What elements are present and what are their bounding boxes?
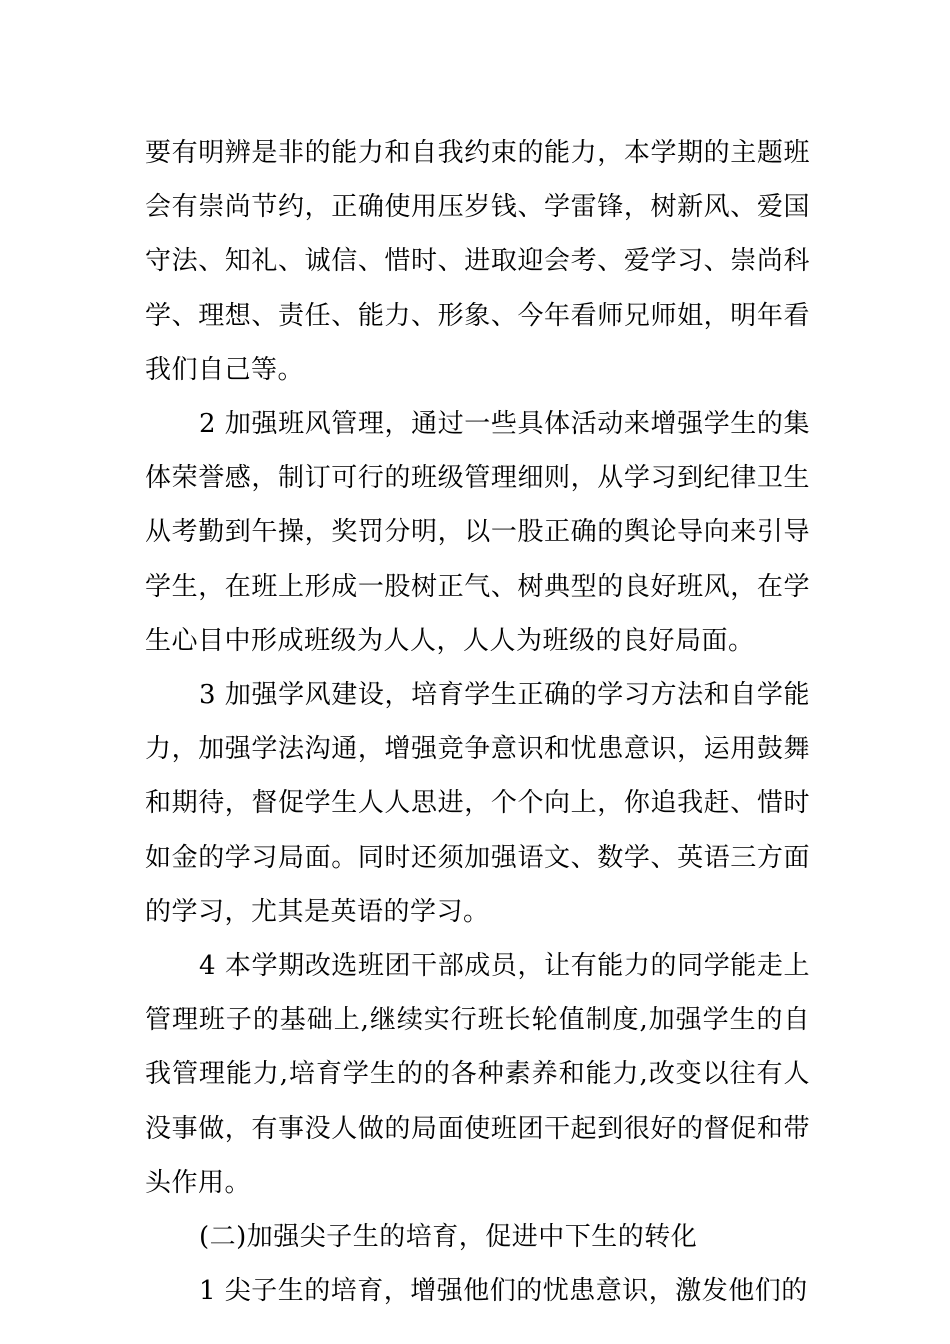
document-body xyxy=(145,126,810,1318)
paragraph-class-style: 2 加强班风管理，通过一些具体活动来增强学生的集体荣誉感，制订可行的班级管理细则，从学习到纪律卫生从考勤到午操，奖罚分明，以一股正确的舆论导向来引导学生，在班上形成一股树正气、树典型的良好班风，在学生心目中形成班级为人人，人人为班级的良好局面。 xyxy=(145,409,810,656)
paragraph-continuation: 要有明辨是非的能力和自我约束的能力，本学期的主题班会有崇尚节约，正确使用压岁钱、学雷锋，树新风、爱国守法、知礼、诚信、惜时、进取迎会考、爱学习、崇尚科学、理想、责任、能力、形象、今年看师兄师姐，明年看我们自己等。 xyxy=(145,138,810,385)
paragraph-study-style: 3 加强学风建设，培育学生正确的学习方法和自学能力，加强学法沟通，增强竞争意识和忧患意识，运用鼓舞和期待，督促学生人人思进，个个向上，你追我赶、惜时如金的学习局面。同时还须加强语文、数学、英语三方面的学习，尤其是英语的学习。 xyxy=(145,680,810,927)
section-heading-top-students: (二)加强尖子生的培育，促进中下生的转化 xyxy=(199,1222,698,1253)
paragraph-top-students: 1 尖子生的培育，增强他们的忧患意识，激发他们的 xyxy=(199,1276,808,1307)
paragraph-class-cadre: 4 本学期改选班团干部成员，让有能力的同学能走上管理班子的基础上,继续实行班长轮值制度,加强学生的自我管理能力,培育学生的的各种素养和能力,改变以往有人没事做，有事没人做的局面使班团干起到很好的督促和带头作用。 xyxy=(145,951,810,1198)
